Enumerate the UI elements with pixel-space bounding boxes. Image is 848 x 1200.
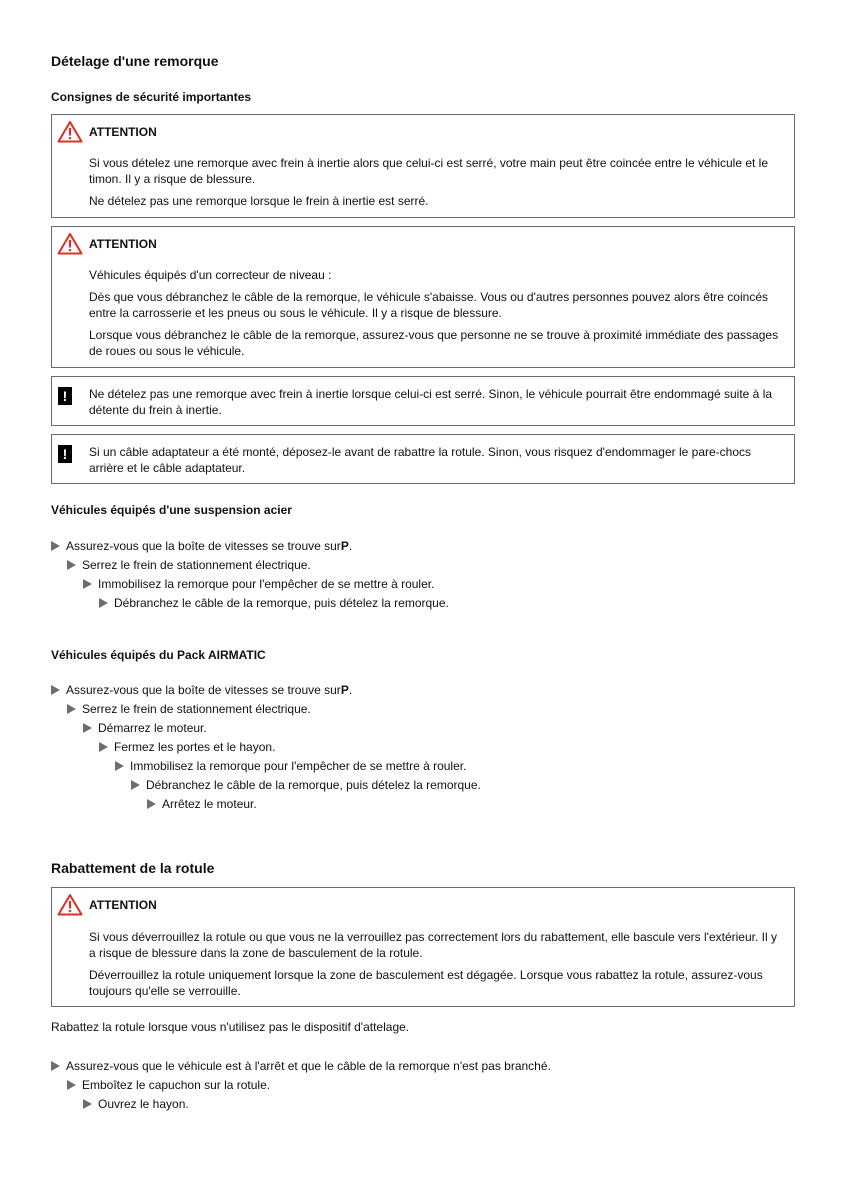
- warning-paragraph: Lorsque vous débranchez le câble de la remorque, assurez-vous que personne ne se trouve à proximité immédiate des passages de roues ou sous le véhicule.: [89, 328, 779, 358]
- step-text-end: .: [348, 538, 353, 553]
- step-arrow-icon: [99, 742, 108, 752]
- warning-paragraph: Si vous dételez une remorque avec frein à inertie alors que celui-ci est serré, votre main peut être coincée entre le véhicule et le timon. Il y a risque de blessure.: [89, 156, 769, 186]
- step-arrow-icon: [99, 598, 108, 608]
- warning-triangle-icon: [57, 120, 83, 143]
- warning-box: [51, 887, 795, 1007]
- step-item: [51, 536, 449, 555]
- step-item: [51, 680, 481, 699]
- warning-text: [89, 267, 780, 359]
- warning-triangle-icon: [57, 893, 83, 916]
- warning-box: [51, 114, 795, 218]
- step-text: Immobilisez la remorque pour l'empêcher de se mettre à rouler.: [130, 758, 467, 773]
- warning-text: [89, 155, 780, 209]
- step-text: Débranchez le câble de la remorque, puis dételez la remorque.: [146, 777, 481, 792]
- section-title: Dételage d'une remorque: [51, 53, 219, 69]
- step-text: Fermez les portes et le hayon.: [114, 739, 276, 754]
- warning-paragraph: Si vous déverrouillez la rotule ou que vous ne la verrouillez pas correctement lors du rabattement, elle bascule vers l'extérieur. Il y a risque de blessure dans la zone de basculement de la rotule.: [89, 930, 777, 960]
- notice-text: Si un câble adaptateur a été monté, déposez-le avant de rabattre la rotule. Sinon, vous risquez d'endommager le pare-chocs arrière et le câble adaptateur.: [89, 445, 752, 475]
- step-item: [147, 794, 481, 813]
- step-text: Démarrez le moteur.: [98, 720, 207, 735]
- intro-text: Rabattez la rotule lorsque vous n'utilisez pas le dispositif d'attelage.: [51, 1020, 410, 1034]
- section-title: Rabattement de la rotule: [51, 860, 215, 876]
- warning-label: ATTENTION: [89, 898, 157, 912]
- step-item: [99, 737, 481, 756]
- step-item: [115, 756, 481, 775]
- step-text: Serrez le frein de stationnement électrique.: [82, 701, 311, 716]
- step-arrow-icon: [51, 1061, 60, 1071]
- step-arrow-icon: [67, 560, 76, 570]
- step-arrow-icon: [83, 579, 92, 589]
- step-text: Emboîtez le capuchon sur la rotule.: [82, 1077, 271, 1092]
- step-item: [67, 699, 481, 718]
- exclamation-icon: !: [58, 445, 72, 463]
- step-gear: P: [340, 538, 349, 553]
- step-text-end: .: [348, 682, 353, 697]
- warning-label: ATTENTION: [89, 125, 157, 139]
- step-text: Immobilisez la remorque pour l'empêcher de se mettre à rouler.: [98, 576, 435, 591]
- step-arrow-icon: [51, 685, 60, 695]
- step-list: [51, 536, 449, 612]
- step-arrow-icon: [83, 1099, 92, 1109]
- step-item: [51, 1056, 551, 1075]
- warning-paragraph: Dès que vous débranchez le câble de la remorque, le véhicule s'abaisse. Vous ou d'autres personnes pouvez alors être coincés entre la carrosserie et les pneus ou sous le véhicule. Il y a risque de blessure.: [89, 290, 768, 320]
- notice-box: [51, 376, 795, 426]
- step-item: [67, 1075, 551, 1094]
- airmatic-heading: Véhicules équipés du Pack AIRMATIC: [51, 648, 266, 662]
- step-item: [99, 593, 449, 612]
- step-arrow-icon: [115, 761, 124, 771]
- step-text: Assurez-vous que la boîte de vitesses se trouve sur: [66, 538, 341, 553]
- step-arrow-icon: [67, 1080, 76, 1090]
- warning-triangle-icon: [57, 232, 83, 255]
- step-list: [51, 1056, 551, 1113]
- step-text: Serrez le frein de stationnement électrique.: [82, 557, 311, 572]
- exclamation-icon: !: [58, 387, 72, 405]
- step-arrow-icon: [67, 704, 76, 714]
- step-item: [83, 1094, 551, 1113]
- notice-text: Ne dételez pas une remorque avec frein à inertie lorsque celui-ci est serré. Sinon, le véhicule pourrait être endommagé suite à la détente du frein à inertie.: [89, 387, 773, 417]
- warning-text: [89, 929, 780, 999]
- step-text: Assurez-vous que le véhicule est à l'arrêt et que le câble de la remorque n'est pas branché.: [66, 1058, 551, 1073]
- step-text: Assurez-vous que la boîte de vitesses se trouve sur: [66, 682, 341, 697]
- step-arrow-icon: [51, 541, 60, 551]
- step-item: [67, 555, 449, 574]
- warning-paragraph: Ne dételez pas une remorque lorsque le frein à inertie est serré.: [89, 194, 429, 208]
- step-text: Débranchez le câble de la remorque, puis dételez la remorque.: [114, 595, 449, 610]
- safety-heading: Consignes de sécurité importantes: [51, 90, 252, 104]
- step-arrow-icon: [83, 723, 92, 733]
- warning-paragraph: Déverrouillez la rotule uniquement lorsque la zone de basculement est dégagée. Lorsque vous rabattez la rotule, assurez-vous toujours qu'elle se verrouille.: [89, 968, 763, 998]
- steel-suspension-heading: Véhicules équipés d'une suspension acier: [51, 503, 292, 517]
- step-arrow-icon: [147, 799, 156, 809]
- step-item: [83, 718, 481, 737]
- step-item: [83, 574, 449, 593]
- step-item: [131, 775, 481, 794]
- warning-box: [51, 226, 795, 368]
- warning-label: ATTENTION: [89, 237, 157, 251]
- step-gear: P: [340, 682, 349, 697]
- step-list: [51, 680, 481, 813]
- notice-box: [51, 434, 795, 484]
- warning-paragraph: Véhicules équipés d'un correcteur de niveau :: [89, 268, 332, 282]
- step-arrow-icon: [131, 780, 140, 790]
- step-text: Arrêtez le moteur.: [162, 796, 257, 811]
- step-text: Ouvrez le hayon.: [98, 1096, 189, 1111]
